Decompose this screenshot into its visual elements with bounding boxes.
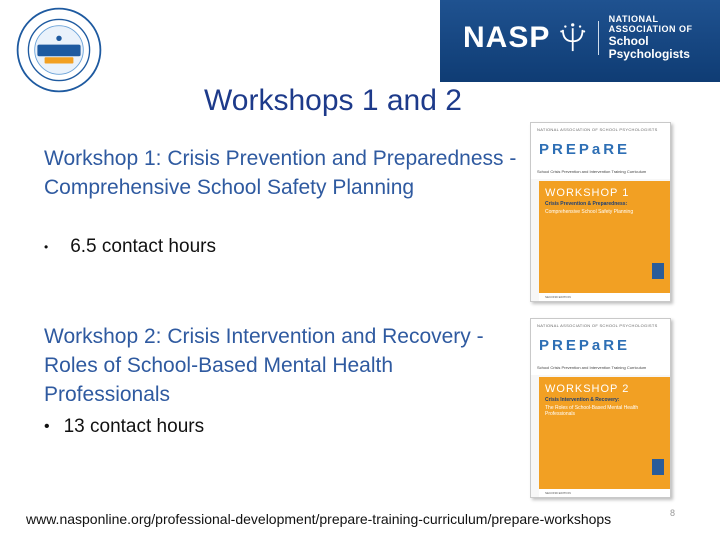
cover-badge-icon bbox=[652, 459, 664, 475]
nasp-org-name bbox=[609, 15, 720, 61]
org-line-2: School Psychologists bbox=[608, 33, 690, 61]
cover-panel bbox=[539, 181, 670, 293]
psi-logo-icon bbox=[558, 18, 587, 58]
slide-header bbox=[0, 0, 720, 82]
cover-workshop-label: WORKSHOP 2 bbox=[545, 383, 630, 395]
workshop-2-bullet bbox=[44, 416, 204, 438]
nasp-logo bbox=[463, 13, 720, 61]
workshop-1-cover-image bbox=[530, 122, 671, 302]
prepare-seal-logo bbox=[14, 5, 104, 95]
workshop-2-cover-image bbox=[530, 318, 671, 498]
bullet-icon: • bbox=[44, 418, 50, 435]
workshop-1-hours: 6.5 contact hours bbox=[70, 236, 216, 257]
logo-divider bbox=[598, 21, 599, 55]
cover-brand-word: PREPaRE bbox=[539, 141, 631, 158]
bullet-icon: • bbox=[44, 240, 49, 254]
cover-workshop-label: WORKSHOP 1 bbox=[545, 187, 630, 199]
cover-brand bbox=[531, 135, 670, 167]
workshop-1-heading: Workshop 1: Crisis Prevention and Preparedness - Comprehensive School Safety Planning bbox=[44, 147, 517, 199]
cover-brand-word: PREPaRE bbox=[539, 337, 631, 354]
cover-workshop-name: Crisis Prevention & Preparedness: bbox=[545, 201, 628, 207]
cover-tagline: School Crisis Prevention and Intervention Training Curriculum bbox=[531, 167, 670, 179]
cover-cap: NATIONAL ASSOCIATION OF SCHOOL PSYCHOLOGISTS bbox=[531, 319, 670, 331]
cover-cap: NATIONAL ASSOCIATION OF SCHOOL PSYCHOLOGISTS bbox=[531, 123, 670, 135]
page-number: 8 bbox=[670, 508, 676, 518]
workshops-url-link[interactable]: www.nasponline.org/professional-development/prepare-training-curriculum/prepare-workshops bbox=[26, 511, 612, 527]
org-line-1: NATIONAL ASSOCIATION OF bbox=[608, 13, 693, 34]
workshop-2-hours: 13 contact hours bbox=[63, 416, 205, 437]
workshop-2-heading: Workshop 2: Crisis Intervention and Recovery - Roles of School-Based Mental Health Professionals bbox=[44, 325, 484, 406]
cover-brand bbox=[531, 331, 670, 363]
slide-title: Workshops 1 and 2 bbox=[204, 84, 462, 117]
cover-panel bbox=[539, 377, 670, 489]
cover-workshop-subname: The Roles of School-Based Mental Health Professionals bbox=[545, 404, 639, 417]
cover-badge-icon bbox=[652, 263, 664, 279]
cover-tagline: School Crisis Prevention and Intervention Training Curriculum bbox=[531, 363, 670, 375]
cover-workshop-subname: Comprehensive School Safety Planning bbox=[545, 208, 634, 215]
cover-workshop-name: Crisis Intervention & Recovery: bbox=[545, 397, 620, 403]
cover-footer: SECOND EDITION bbox=[539, 293, 670, 301]
workshop-1-bullet bbox=[44, 236, 216, 258]
cover-footer: SECOND EDITION bbox=[539, 489, 670, 497]
nasp-wordmark: NASP bbox=[463, 21, 551, 54]
